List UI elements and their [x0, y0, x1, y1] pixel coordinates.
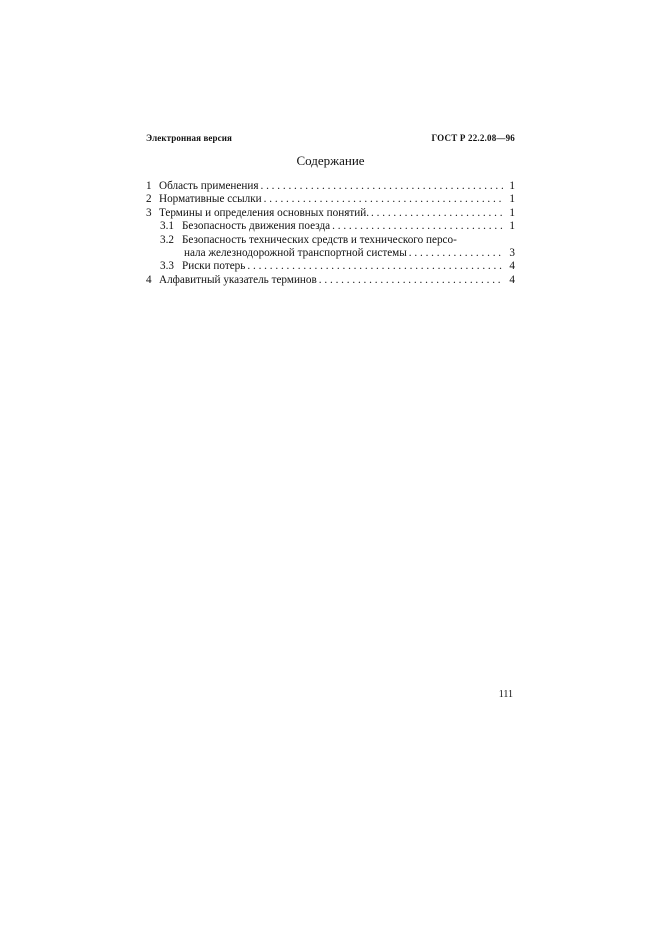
- toc-item-label: Термины и определения основных понятий.: [159, 206, 370, 219]
- toc-item-page: 4: [509, 273, 515, 286]
- toc-item-label: Безопасность движения поезда: [182, 220, 331, 233]
- toc-item-3-3[interactable]: [146, 260, 515, 273]
- toc-title: Содержание: [296, 153, 365, 168]
- toc-item-label-line1: Безопасность технических средств и технического персо-: [182, 233, 457, 246]
- toc-item-2[interactable]: [146, 193, 515, 206]
- toc-item-number: 3: [146, 206, 152, 219]
- toc-item-number: 3.3: [160, 260, 174, 273]
- toc-item-page: 1: [509, 180, 515, 192]
- toc-leader-dots: [247, 260, 503, 273]
- toc-item-3[interactable]: [146, 207, 515, 220]
- toc-item-label: Риски потерь: [182, 260, 246, 273]
- toc-item-number: 3.1: [160, 220, 174, 233]
- toc-item-number: 2: [146, 193, 152, 206]
- table-of-contents: [146, 180, 515, 287]
- toc-item-1[interactable]: [146, 180, 515, 193]
- toc-item-4[interactable]: [146, 274, 515, 287]
- toc-item-3-2[interactable]: [146, 234, 515, 261]
- toc-item-number: 4: [146, 273, 152, 286]
- toc-item-label: Нормативные ссылки: [159, 193, 262, 206]
- toc-item-label: Алфавитный указатель терминов: [159, 273, 317, 286]
- toc-item-3-1[interactable]: [146, 220, 515, 233]
- toc-leader-dots: [409, 247, 503, 260]
- toc-leader-dots: [371, 207, 503, 220]
- toc-item-page: 3: [509, 247, 515, 260]
- toc-leader-dots: [264, 193, 503, 206]
- page-number: 111: [498, 689, 513, 700]
- toc-item-page: 1: [509, 193, 515, 206]
- toc-item-label: Область применения: [159, 180, 259, 192]
- header-edition-label: Электронная версия: [146, 133, 232, 143]
- toc-item-label-line2: нала железнодорожной транспортной системы: [184, 247, 407, 260]
- toc-item-page: 1: [509, 220, 515, 233]
- header-standard-code: ГОСТ Р 22.2.08—96: [431, 133, 515, 143]
- toc-item-number: 3.2: [160, 233, 174, 246]
- toc-item-number: 1: [146, 180, 152, 192]
- toc-leader-dots: [260, 180, 503, 193]
- toc-leader-dots: [319, 274, 503, 287]
- toc-item-page: 1: [509, 206, 515, 219]
- toc-item-page: 4: [509, 260, 515, 273]
- toc-leader-dots: [332, 220, 503, 233]
